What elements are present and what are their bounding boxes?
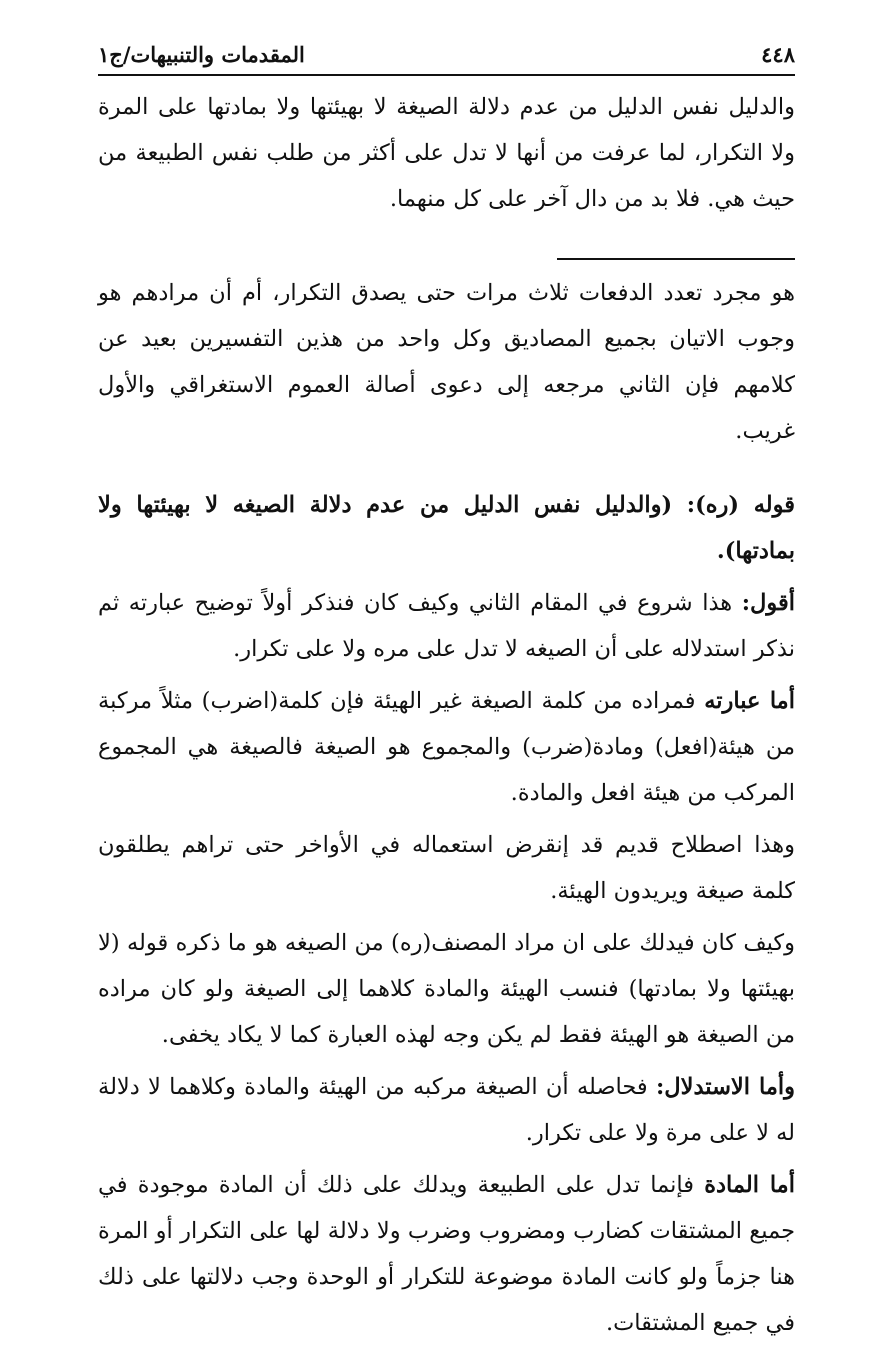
paragraph-text: هذا شروع في المقام الثاني وكيف كان فنذكر أولاً توضيح عبارته ثم نذكر استدلاله على أن الصيغه لا تدل على مره ولا على تكرار.	[98, 590, 795, 662]
commentary-paragraph-2	[98, 678, 795, 816]
page-number: ٤٤٨	[761, 41, 795, 67]
header-divider	[98, 74, 795, 76]
footnote-divider	[557, 258, 795, 260]
running-title: المقدمات والتنبيهات/ج١	[98, 41, 305, 67]
commentary-heading: قوله (ره): (والدليل نفس الدليل من عدم دلالة الصيغه لا بهيئتها ولا بمادتها).	[98, 492, 795, 564]
page-body	[98, 84, 795, 1346]
footnote	[98, 270, 795, 454]
paragraph-text: فحاصله أن الصيغة مركبه من الهيئة والمادة وكلاهما لا دلالة له لا على مرة ولا على تكرار.	[98, 1074, 795, 1146]
paragraph-lead: أما عبارته	[704, 688, 795, 714]
main-text: والدليل نفس الدليل من عدم دلالة الصيغة لا بهيئتها ولا بمادتها على المرة ولا التكرار، لما عرفت من أنها لا تدل على أكثر من طلب نفس الطبيعة من حيث هي. فلا بد من دال آخر على كل منهما.	[98, 94, 795, 212]
paragraph-lead: وأما الاستدلال:	[655, 1074, 795, 1100]
commentary-paragraph-1	[98, 580, 795, 672]
footnote-text: هو مجرد تعدد الدفعات ثلاث مرات حتى يصدق التكرار، أم أن مرادهم هو وجوب الاتيان بجميع المصاديق وكل واحد من هذين التفسيرين بعيد عن كلامهم فإن الثاني مرجعه إلى دعوى أصالة العموم الاستغراقي والأول غريب.	[98, 280, 795, 444]
page-header	[98, 34, 795, 74]
paragraph-lead: أما المادة	[704, 1172, 795, 1198]
commentary-paragraph-4: وكيف كان فيدلك على ان مراد المصنف(ره) من الصيغه هو ما ذكره قوله (لا بهيئتها ولا بمادتها) فنسب الهيئة والمادة كلاهما إلى الصيغة ولو كان مراده من الصيغة هو الهيئة فقط لم يكن وجه لهذه العبارة كما لا يكاد يخفى.	[98, 930, 795, 1048]
paragraph-text: فإنما تدل على الطبيعة ويدلك على ذلك أن المادة موجودة في جميع المشتقات كضارب ومضروب وضرب ولا دلالة لها على التكرار أو المرة هنا جزماً ولو كانت المادة موضوعة للتكرار أو الوحدة وجب دلالتها على ذلك في جميع المشتقات.	[98, 1172, 795, 1336]
commentary-paragraph-6	[98, 1162, 795, 1346]
paragraph-text: فمراده من كلمة الصيغة غير الهيئة فإن كلمة(اضرب) مثلاً مركبة من هيئة(افعل) ومادة(ضرب) والمجموع هو الصيغة فالصيغة هي المجموع المركب من هيئة افعل والمادة.	[98, 688, 795, 806]
commentary-paragraph-5	[98, 1064, 795, 1156]
paragraph-lead: أقول:	[741, 590, 795, 616]
commentary-paragraph-3: وهذا اصطلاح قديم قد إنقرض استعماله في الأواخر حتى تراهم يطلقون كلمة صيغة ويريدون الهيئة.	[98, 832, 795, 904]
